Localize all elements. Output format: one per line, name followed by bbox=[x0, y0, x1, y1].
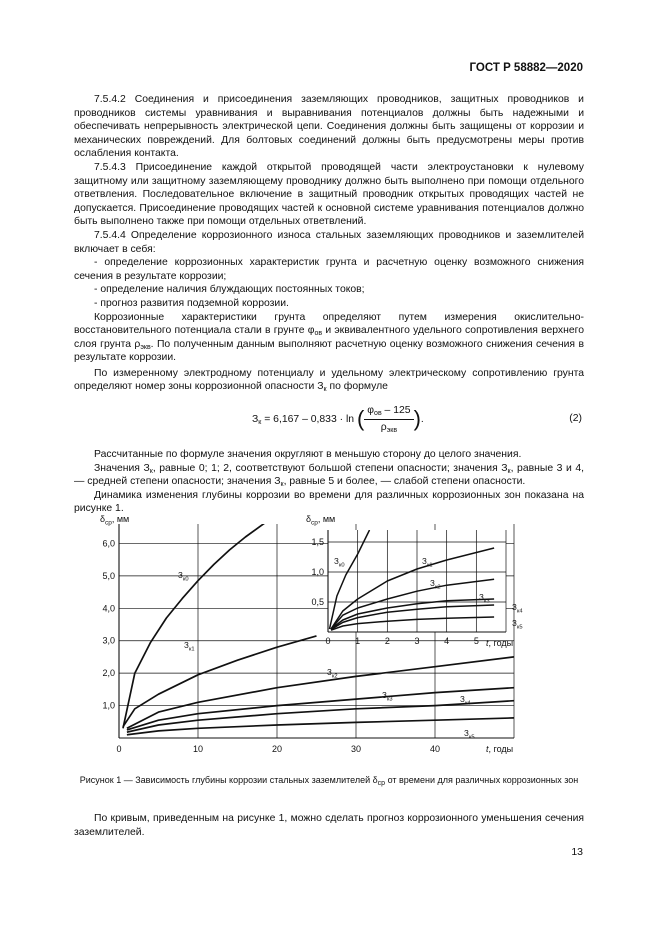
list-item: - определение наличия блуждающих постоянных токов; bbox=[94, 284, 365, 296]
series-label-Зк2: $З_{к2}$ bbox=[327, 668, 338, 680]
para-rounding: Рассчитанные по формуле значения округляют в меньшую сторону до целого значения. bbox=[94, 449, 522, 461]
series-label-Зк3: $З_{к3}$ bbox=[382, 691, 393, 703]
series-line-Зк0 bbox=[123, 500, 309, 728]
list-item: - определение коррозионных характеристик грунта и расчетную оценку возможного снижения сечения в результате коррозии; bbox=[74, 257, 584, 282]
para-zone-values: Значения $З_к$, равные 0; 1; 2, соответствуют большой степени опасности; значения $З_к$, равные 3 и 4, — средней степени опасности; значения $З_к$, равные 5 и более, — слабой степени опасности. bbox=[74, 462, 584, 489]
page-number: 13 bbox=[571, 846, 583, 858]
series-line-Зк5 bbox=[127, 718, 514, 735]
para-7-5-4-2: 7.5.4.2 Соединения и присоединения заземляющих проводников, защитных проводников и проводников системы уравнивания и выравнивания потенциалов должны быть надежными и обеспечивать непрерывность электрической цепи. Соединения должны быть защищены от коррозии и механических повреждений. Для болтовых соединений должны быть предусмотрены меры против ослабления контакта. bbox=[74, 94, 584, 160]
series-label-Зк1: $З_{к1}$ bbox=[184, 641, 195, 653]
series-label-Зк4: $З_{к4}$ bbox=[512, 603, 523, 615]
formula-number: (2) bbox=[569, 413, 582, 425]
y-tick-label: 1,0 bbox=[102, 700, 115, 711]
x-tick-label: 10 bbox=[192, 744, 204, 754]
series-label-Зк1: $З_{к1}$ bbox=[422, 557, 433, 569]
x-tick-label: 2 bbox=[384, 636, 390, 646]
series-label-Зк5: $З_{к5}$ bbox=[512, 619, 523, 631]
para-dynamics: Динамика изменения глубины коррозии во времени для различных коррозионных зон показана на рисунке 1. bbox=[74, 489, 584, 515]
series-label-Зк3: $З_{к3}$ bbox=[479, 593, 490, 605]
x-axis-label: t, годы bbox=[486, 638, 514, 648]
y-tick-label: 2,0 bbox=[102, 668, 115, 679]
para-7-5-4-3: 7.5.4.3 Присоединение каждой открытой проводящей части электроустановки к нулевому защитному или защитному заземляющему проводнику должно быть выполнено при помощи отдельного ответвления. Последовательное включение в защитный проводник открытых проводящих частей не допускается. Присоединение проводящих частей к основной системе уравнивания потенциалов должно быть выполнено также при помощи отдельных ответвлений. bbox=[74, 161, 584, 228]
series-label-Зк2: $З_{к2}$ bbox=[430, 579, 441, 591]
y-axis-label: $\delta_{ср}$, мм bbox=[100, 514, 130, 527]
series-label-Зк0: $З_{к0}$ bbox=[334, 557, 345, 569]
x-tick-label: 40 bbox=[429, 744, 441, 754]
x-tick-label: 1 bbox=[355, 636, 361, 646]
para-corrosion-characteristics: Коррозионные характеристики грунта определяют путем измерения окислительно-восстановительного потенциала стали в грунте $\varphi_{ов}$ и эквивалентного удельного сопротивления верхнего слоя грунта $\rho_{экв}$. По полученным данным выполняют расчетную оценку возможного снижения сечения в результате коррозии. bbox=[74, 311, 584, 364]
x-tick-label: 3 bbox=[414, 636, 420, 646]
figure-caption: Рисунок 1 — Зависимость глубины коррозии стальных заземлителей $\delta_{ср}$ от времени для различных коррозионных зон bbox=[79, 775, 579, 787]
standard-header: ГОСТ Р 58882—2020 bbox=[469, 62, 583, 74]
x-tick-label: 30 bbox=[350, 744, 362, 754]
series-label-Зк4: $З_{к4}$ bbox=[460, 695, 471, 707]
x-axis-label: t, годы bbox=[486, 744, 514, 754]
inset-chart bbox=[306, 514, 523, 648]
y-tick-label: 6,0 bbox=[102, 538, 115, 549]
x-tick-label: 0 bbox=[325, 636, 331, 646]
para-forecast: По кривым, приведенным на рисунке 1, можно сделать прогноз коррозионного уменьшения сечения заземлителей. bbox=[74, 813, 584, 838]
series-line-Зк2 bbox=[127, 657, 514, 728]
para-zone-number: По измеренному электродному потенциалу и удельному электрическому сопротивлению грунта определяют номер зоны коррозионной опасности $З_к$ по формуле bbox=[74, 367, 584, 394]
y-tick-label: 5,0 bbox=[102, 570, 115, 581]
list-item: - прогноз развития подземной коррозии. bbox=[94, 297, 289, 309]
y-tick-label: 1,5 bbox=[311, 537, 324, 547]
y-tick-label: 3,0 bbox=[102, 635, 115, 646]
x-tick-label: 20 bbox=[271, 744, 283, 754]
y-tick-label: 1,0 bbox=[311, 567, 324, 577]
formula-body: $З_к = 6,167 - 0,833 \cdot \ln$ ( $\varphi_{ов} - 125$ $\rho_{экв}$ ). bbox=[252, 405, 424, 434]
x-tick-label: 0 bbox=[116, 744, 122, 754]
para-7-5-4-4: 7.5.4.4 Определение коррозионного износа стальных заземляющих проводников и заземлителей включает в себя: bbox=[74, 229, 584, 255]
formula-2 bbox=[74, 396, 584, 444]
corrosion-chart bbox=[74, 500, 544, 762]
series-label-Зк0: $З_{к0}$ bbox=[178, 571, 189, 583]
x-tick-label: 5 bbox=[473, 636, 479, 646]
series-label-Зк5: $З_{к5}$ bbox=[464, 729, 475, 741]
y-axis-label: $\delta_{ср}$, мм bbox=[306, 514, 336, 527]
x-tick-label: 4 bbox=[444, 636, 450, 646]
y-tick-label: 0,5 bbox=[311, 597, 324, 607]
y-tick-label: 4,0 bbox=[102, 603, 115, 614]
body-text bbox=[74, 93, 584, 516]
